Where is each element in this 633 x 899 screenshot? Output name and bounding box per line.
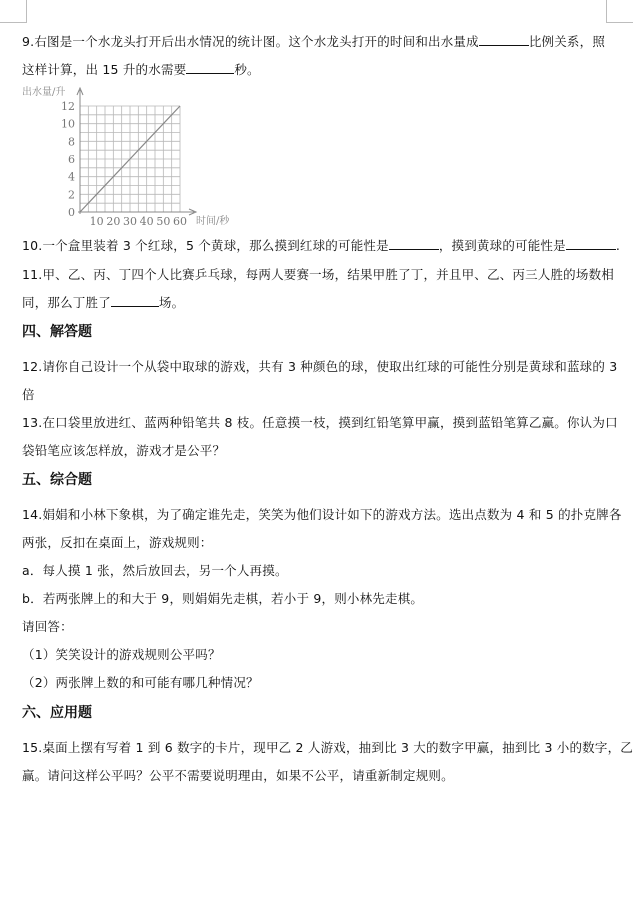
q10-blank-2 bbox=[566, 237, 616, 250]
question-12-line-2: 倍 bbox=[22, 387, 35, 402]
x-tick-label: 50 bbox=[156, 215, 171, 228]
q9-text-c: 这样计算，出 15 升的水需要 bbox=[22, 62, 187, 77]
question-11-line-2 bbox=[22, 293, 184, 311]
chart-xlabel: 时间/秒 bbox=[196, 216, 230, 227]
question-14-rule-a: a．每人摸 1 张，然后放回去，另一个人再摸。 bbox=[22, 563, 288, 578]
question-10 bbox=[22, 236, 620, 254]
question-15-line-2: 赢。请问这样公平吗？公平不需要说明理由，如果不公平，请重新制定规则。 bbox=[22, 768, 454, 783]
q10-text-c: . bbox=[615, 238, 621, 253]
y-tick-label: 4 bbox=[68, 170, 75, 184]
x-tick-label: 30 bbox=[123, 215, 137, 228]
q11-text-a: 同，那么丁胜了 bbox=[22, 295, 111, 310]
q11-text-b: 场。 bbox=[158, 295, 185, 310]
y-tick-label: 8 bbox=[68, 135, 75, 149]
y-tick-label: 0 bbox=[68, 206, 75, 219]
y-tick-label: 2 bbox=[68, 188, 75, 202]
y-tick-label: 10 bbox=[61, 117, 75, 131]
q10-text-b: ，摸到黄球的可能性是 bbox=[438, 238, 566, 253]
chart-x-ticks bbox=[90, 215, 187, 228]
page-corner-mark-left bbox=[0, 0, 27, 23]
question-9-line-2 bbox=[22, 60, 260, 78]
q11-blank bbox=[111, 294, 159, 307]
q9-text-d: 秒。 bbox=[234, 62, 260, 77]
q9-blank-2 bbox=[186, 61, 234, 74]
chart-y-ticks bbox=[61, 100, 75, 219]
page-corner-mark-right bbox=[606, 0, 633, 23]
question-14-rule-b: b．若两张牌上的和大于 9，则娟娟先走棋，若小于 9，则小林先走棋。 bbox=[22, 591, 424, 606]
water-flow-chart bbox=[22, 84, 242, 229]
question-13-line-2: 袋铅笔应该怎样放，游戏才是公平？ bbox=[22, 443, 226, 458]
question-14-ask: 请回答： bbox=[22, 619, 73, 634]
q9-text-a: 9.右图是一个水龙头打开后出水情况的统计图。这个水龙头打开的时间和出水量成 bbox=[22, 34, 479, 49]
question-14-line-1: 14.娟娟和小林下象棋，为了确定谁先走，笑笑为他们设计如下的游戏方法。选出点数为 4 和 5 的扑克牌各 bbox=[22, 507, 622, 522]
question-13-line-1: 13.在口袋里放进红、蓝两种铅笔共 8 枝。任意摸一枝，摸到红铅笔算甲赢，摸到蓝铅笔算乙赢。你认为口 bbox=[22, 415, 618, 430]
y-tick-label: 12 bbox=[61, 100, 75, 113]
q10-text-a: 10.一个盒里装着 3 个红球，5 个黄球，那么摸到红球的可能性是 bbox=[22, 238, 389, 253]
question-9-line-1 bbox=[22, 32, 605, 50]
y-tick-label: 6 bbox=[68, 153, 75, 166]
chart-ylabel: 出水量/升 bbox=[22, 87, 66, 98]
x-tick-label: 10 bbox=[89, 215, 104, 228]
question-12-line-1: 12.请你自己设计一个从袋中取球的游戏，共有 3 种颜色的球，使取出红球的可能性分别是黄球和蓝球的 3 bbox=[22, 359, 618, 374]
question-14-line-2: 两张，反扣在桌面上，游戏规则： bbox=[22, 535, 213, 550]
q10-blank-1 bbox=[389, 237, 439, 250]
question-14-sub-1: （1）笑笑设计的游戏规则公平吗？ bbox=[22, 647, 221, 662]
section-6-heading: 六、应用题 bbox=[22, 705, 92, 721]
question-11-line-1: 11.甲、乙、丙、丁四个人比赛乒乓球，每两人要赛一场，结果甲胜了丁，并且甲、乙、丙三人胜的场数相 bbox=[22, 267, 614, 282]
q9-blank-1 bbox=[479, 33, 529, 46]
x-tick-label: 40 bbox=[139, 215, 154, 228]
x-tick-label: 20 bbox=[106, 215, 121, 228]
x-tick-label: 60 bbox=[173, 215, 187, 228]
section-5-heading: 五、综合题 bbox=[22, 472, 92, 488]
question-15-line-1: 15.桌面上摆有写着 1 到 6 数字的卡片，现甲乙 2 人游戏，抽到比 3 大的数字甲赢，抽到比 3 小的数字，乙 bbox=[22, 740, 633, 755]
question-14-sub-2: （2）两张牌上数的和可能有哪几种情况？ bbox=[22, 675, 259, 690]
section-4-heading: 四、解答题 bbox=[22, 324, 92, 340]
q9-text-b: 比例关系，照 bbox=[528, 34, 606, 49]
